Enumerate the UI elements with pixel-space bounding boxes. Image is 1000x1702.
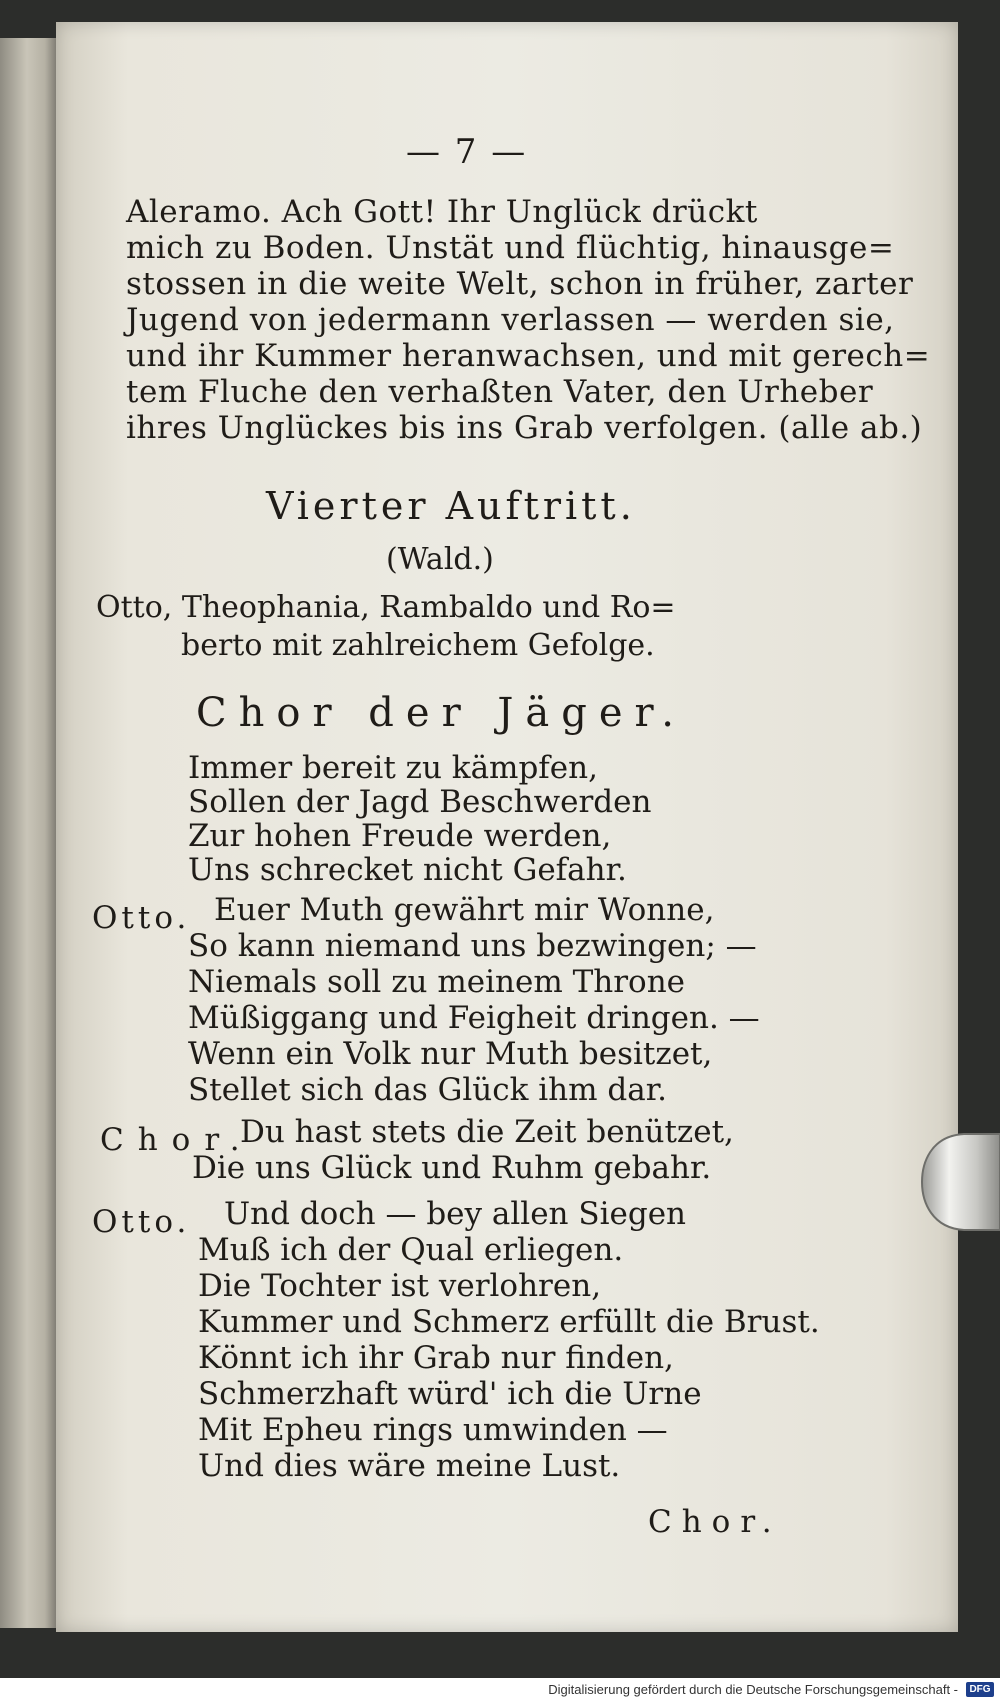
verse-line: Muß ich der Qual erliegen. (198, 1232, 624, 1268)
facing-page-edge (0, 38, 60, 1628)
speaker-label: Otto. (92, 900, 191, 936)
verse-line: Zur hohen Freude werden, (188, 818, 612, 854)
prose-line: Aleramo. Ach Gott! Ihr Unglück drückt (126, 194, 758, 230)
prose-line: tem Fluche den verhaßten Vater, den Urheber (126, 374, 874, 410)
verse-line: So kann niemand uns bezwingen; — (188, 928, 757, 964)
verse-line: Sollen der Jagd Beschwerden (188, 784, 652, 820)
verse-line: Die uns Glück und Ruhm gebahr. (192, 1150, 712, 1186)
footer-credit: Digitalisierung gefördert durch die Deutsche Forschungsgemeinschaft - (548, 1682, 958, 1697)
catchword: Chor. (648, 1504, 782, 1540)
cast-list-line: Otto, Theophania, Rambaldo und Ro= (96, 590, 676, 625)
verse-line: Uns schrecket nicht Gefahr. (188, 852, 627, 888)
verse-line: Mit Epheu rings umwinden — (198, 1412, 668, 1448)
prose-line: Jugend von jedermann verlassen — werden sie, (126, 302, 895, 338)
verse-line: Die Tochter ist verlohren, (198, 1268, 602, 1304)
verse-line: Und doch — bey allen Siegen (224, 1196, 687, 1232)
verse-line: Stellet sich das Glück ihm dar. (188, 1072, 667, 1108)
page-text-area (56, 22, 958, 1632)
verse-line: Immer bereit zu kämpfen, (188, 750, 598, 786)
digitization-footer (0, 1678, 1000, 1702)
scene-title: Vierter Auftritt. (266, 484, 636, 528)
page-number: — 7 — (406, 132, 528, 172)
verse-line: Euer Muth gewährt mir Wonne, (214, 892, 715, 928)
dfg-logo: DFG (966, 1682, 994, 1697)
prose-line: ihres Unglückes bis ins Grab verfolgen. (alle ab.) (126, 410, 923, 446)
scene-setting: (Wald.) (386, 542, 494, 577)
prose-line: und ihr Kummer heranwachsen, und mit gerech= (126, 338, 931, 374)
speaker-label: Chor. (100, 1122, 254, 1158)
prose-line: stossen in die weite Welt, schon in früher, zarter (126, 266, 914, 302)
verse-line: Kummer und Schmerz erfüllt die Brust. (198, 1304, 820, 1340)
page-holder-clip (918, 1128, 1000, 1236)
verse-line: Du hast stets die Zeit benützet, (240, 1114, 734, 1150)
verse-line: Müßiggang und Feigheit dringen. — (188, 1000, 760, 1036)
verse-line: Niemals soll zu meinem Throne (188, 964, 685, 1000)
chorus-heading: Chor der Jäger. (196, 690, 686, 736)
verse-line: Wenn ein Volk nur Muth besitzet, (188, 1036, 713, 1072)
cast-list-line: berto mit zahlreichem Gefolge. (181, 628, 655, 663)
prose-line: mich zu Boden. Unstät und flüchtig, hinausge= (126, 230, 895, 266)
verse-line: Könnt ich ihr Grab nur finden, (198, 1340, 674, 1376)
book-page (56, 22, 958, 1632)
clip-shape (918, 1128, 1000, 1236)
verse-line: Schmerzhaft würd' ich die Urne (198, 1376, 702, 1412)
speaker-label: Otto. (92, 1204, 191, 1240)
verse-line: Und dies wäre meine Lust. (198, 1448, 621, 1484)
